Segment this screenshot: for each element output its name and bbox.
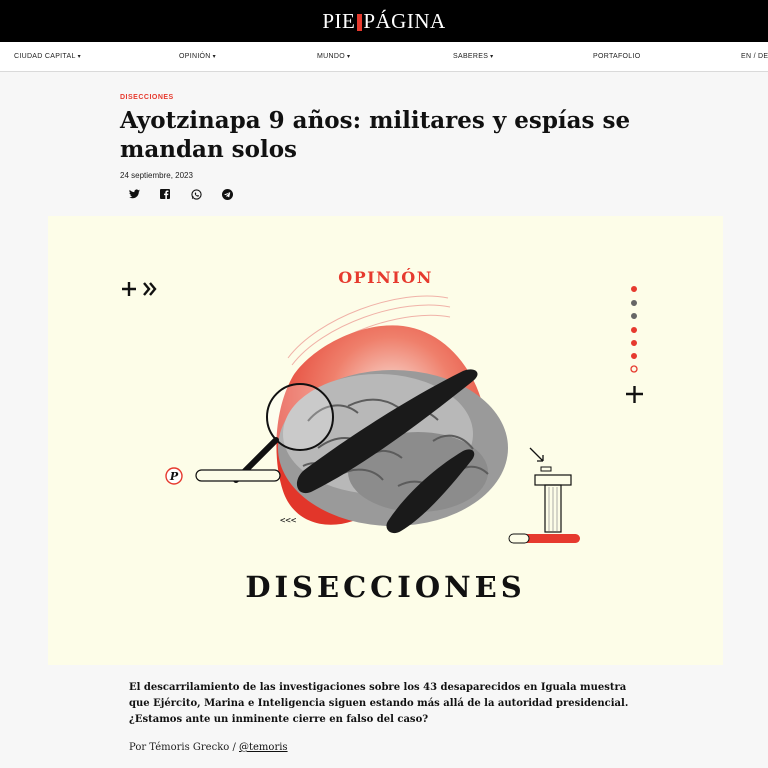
article-lede: El descarrilamiento de las investigaciones sobre los 43 desaparecidos en Iguala muestra que Ejército, Marina e Inteligencia siguen estando más allá de la autoridad presidencial. ¿Estamos ante un inminente cierre en falso del caso?: [129, 682, 629, 725]
nav-item-opinion[interactable]: [179, 53, 216, 60]
logo-left-text: PIE: [322, 8, 356, 33]
nav-item-label: MUNDO: [317, 53, 345, 60]
chevron-down-icon: ▾: [212, 54, 216, 60]
nav-item-portafolio[interactable]: [593, 53, 640, 60]
logo-separator: [357, 14, 362, 31]
logo-right-text: PÁGINA: [363, 8, 446, 33]
author-handle-link[interactable]: @temoris: [239, 742, 288, 753]
nav-item-label: OPINIÓN: [179, 53, 211, 60]
nav-item-label: SABERES: [453, 53, 489, 60]
hero-chevrons: <<<: [280, 516, 297, 526]
main-nav: [0, 42, 768, 72]
article-byline: [129, 742, 288, 753]
byline-prefix: Por Témoris Grecko /: [129, 742, 239, 753]
share-whatsapp-button[interactable]: [188, 186, 204, 202]
share-twitter-button[interactable]: [126, 186, 142, 202]
nav-item-mundo[interactable]: [317, 53, 350, 60]
telegram-icon: [222, 189, 233, 200]
chevron-down-icon: ▾: [346, 54, 351, 60]
hero-title: DISECCIONES: [245, 570, 526, 604]
nav-item-ciudad-capital[interactable]: [14, 53, 81, 60]
share-telegram-button[interactable]: [219, 186, 235, 202]
nav-item-label: PORTAFOLIO: [593, 53, 641, 60]
article-date: 24 septiembre, 2023: [120, 171, 193, 180]
share-facebook-button[interactable]: [157, 186, 173, 202]
chevron-down-icon: ▾: [77, 54, 81, 60]
section-tag[interactable]: DISECCIONES: [120, 94, 174, 101]
podium-graphic: [509, 448, 580, 543]
twitter-icon: [129, 189, 140, 199]
hero-label: OPINIÓN: [338, 268, 433, 287]
site-logo[interactable]: [0, 0, 768, 42]
hero-letter-p: P: [169, 470, 179, 483]
hero-image: [48, 216, 723, 665]
whatsapp-icon: [191, 189, 202, 200]
nav-item-language[interactable]: [741, 53, 768, 60]
p-slider-graphic: [166, 468, 280, 484]
article-title: Ayotzinapa 9 años: militares y espías se mandan solos: [120, 107, 631, 163]
nav-item-label: CIUDAD CAPITAL: [14, 53, 76, 60]
facebook-icon: [160, 189, 170, 199]
chevron-down-icon: ▾: [490, 54, 494, 60]
dots-decoration: [626, 286, 643, 403]
nav-item-label: EN / DE: [741, 53, 768, 60]
nav-item-saberes[interactable]: [453, 53, 493, 60]
